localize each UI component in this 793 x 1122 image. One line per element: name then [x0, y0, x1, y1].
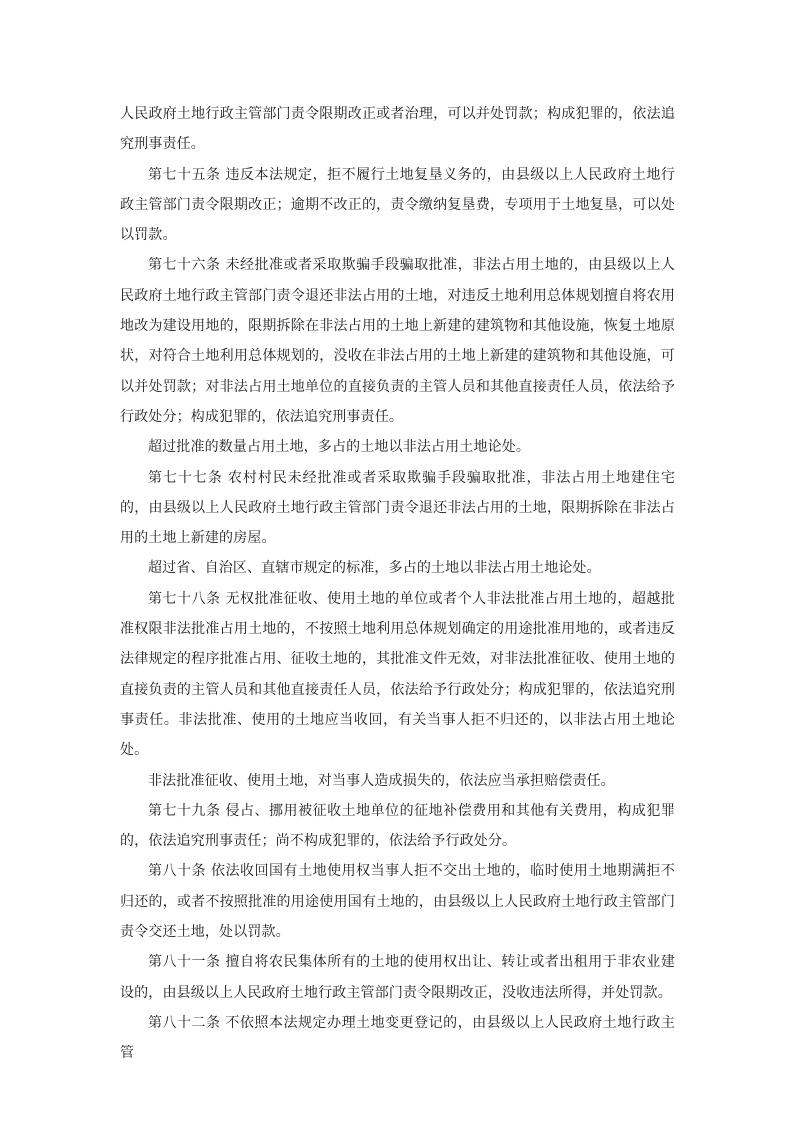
paragraph-article-81: 第八十一条 擅自将农民集体所有的土地的使用权出让、转让或者出租用于非农业建设的，由县级以上人民政府土地行政主管部门责令限期改正，没收违法所得，并处罚款。 — [120, 954, 675, 1001]
paragraph-article-78-clause: 非法批准征收、使用土地，对当事人造成损失的，依法应当承担赔偿责任。 — [148, 772, 615, 789]
paragraph-article-76: 第七十六条 未经批准或者采取欺骗手段骗取批准，非法占用土地的，由县级以上人民政府土地行政主管部门责令退还非法占用的土地，对违反土地利用总体规划擅自将农用地改为建设用地的，限期拆除在非法占用的土地上新建的建筑物和其他设施，恢复土地原状，对符合土地利用总体规划的，没收在非法占用的土地上新建的建筑物和其他设施，可以并处罚款；对非法占用土地单位的直接负责的主管人员和其他直接责任人员，依法给予行政处分；构成犯罪的，依法追究刑事责任。 — [120, 257, 675, 425]
paragraph-article-76-clause: 超过批准的数量占用土地，多占的土地以非法占用土地论处。 — [148, 439, 531, 456]
paragraph-article-77: 第七十七条 农村村民未经批准或者采取欺骗手段骗取批准，非法占用土地建住宅的，由县级以上人民政府土地行政主管部门责令退还非法占用的土地，限期拆除在非法占用的土地上新建的房屋。 — [120, 469, 675, 547]
paragraph-article-79: 第七十九条 侵占、挪用被征收土地单位的征地补偿费用和其他有关费用，构成犯罪的，依法追究刑事责任；尚不构成犯罪的，依法给予行政处分。 — [120, 802, 675, 850]
document-body — [120, 99, 675, 1069]
paragraph-article-80: 第八十条 依法收回国有土地使用权当事人拒不交出土地的，临时使用土地期满拒不归还的，或者不按照批准的用途使用国有土地的，由县级以上人民政府土地行政主管部门责令交还土地，处以罚款。 — [120, 863, 675, 941]
paragraph-continuation: 人民政府土地行政主管部门责令限期改正或者治理，可以并处罚款；构成犯罪的，依法追究刑事责任。 — [120, 106, 675, 153]
paragraph-article-75: 第七十五条 违反本法规定，拒不履行土地复垦义务的，由县级以上人民政府土地行政主管部门责令限期改正；逾期不改正的，责令缴纳复垦费，专项用于土地复垦，可以处以罚款。 — [120, 166, 675, 244]
paragraph-article-78: 第七十八条 无权批准征收、使用土地的单位或者个人非法批准占用土地的，超越批准权限非法批准占用土地的，不按照土地利用总体规划确定的用途批准用地的，或者违反法律规定的程序批准占用、征收土地的，其批准文件无效，对非法批准征收、使用土地的直接负责的主管人员和其他直接责任人员，依法给予行政处分；构成犯罪的，依法追究刑事责任。非法批准、使用的土地应当收回，有关当事人拒不归还的，以非法占用土地论处。 — [120, 590, 675, 759]
paragraph-article-82: 第八十二条 不依照本法规定办理土地变更登记的，由县级以上人民政府土地行政主管 — [120, 1014, 675, 1062]
paragraph-article-77-clause: 超过省、自治区、直辖市规定的标准，多占的土地以非法占用土地论处。 — [148, 560, 601, 577]
